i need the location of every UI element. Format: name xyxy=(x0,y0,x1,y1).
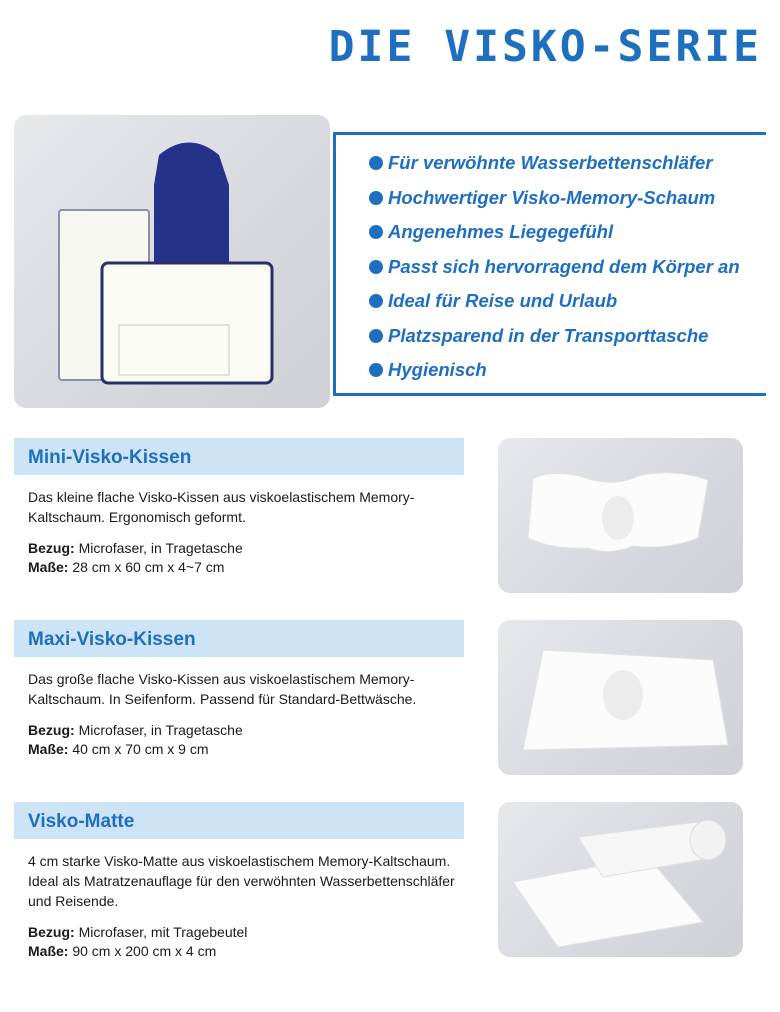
bullet-icon xyxy=(369,363,383,377)
bullet-icon xyxy=(369,156,383,170)
product-specs xyxy=(28,721,464,759)
bullet-icon xyxy=(369,225,383,239)
masse-label: Maße: xyxy=(28,741,69,757)
hero-product-photo xyxy=(14,115,330,408)
features-list xyxy=(336,135,766,391)
product-description: Das kleine flache Visko-Kissen aus viskoelastischem Memory-Kaltschaum. Ergonomisch geformt. xyxy=(28,489,415,525)
feature-item: Ideal für Reise und Urlaub xyxy=(372,287,766,322)
bullet-icon xyxy=(369,260,383,274)
masse-label: Maße: xyxy=(28,559,69,575)
bezug-value: Microfaser, in Tragetasche xyxy=(78,540,243,556)
feature-item: Hygienisch xyxy=(372,356,766,391)
bezug-label: Bezug: xyxy=(28,540,75,556)
product-heading: Visko-Matte xyxy=(14,802,464,839)
masse-value: 40 cm x 70 cm x 9 cm xyxy=(72,741,209,757)
product-section-visko-matte xyxy=(14,802,464,961)
product-specs xyxy=(28,539,464,577)
maxi-kissen-photo xyxy=(498,620,743,775)
product-specs xyxy=(28,923,464,961)
page-title: DIE VISKO-SERIE xyxy=(328,22,762,72)
product-description: 4 cm starke Visko-Matte aus viskoelastischem Memory-Kaltschaum. Ideal als Matratzenauflage für den verwöhnten Wasserbettenschläfer und Reisende. xyxy=(28,853,455,909)
product-section-mini-kissen xyxy=(14,438,464,577)
product-heading: Maxi-Visko-Kissen xyxy=(14,620,464,657)
masse-label: Maße: xyxy=(28,943,69,959)
bullet-icon xyxy=(369,329,383,343)
product-description: Das große flache Visko-Kissen aus viskoelastischem Memory-Kaltschaum. In Seifenform. Passend für Standard-Bettwäsche. xyxy=(28,671,417,707)
feature-item: Passt sich hervorragend dem Körper an xyxy=(372,253,766,288)
feature-item: Angenehmes Liegegefühl xyxy=(372,218,766,253)
visko-matte-photo xyxy=(498,802,743,957)
feature-item: Hochwertiger Visko-Memory-Schaum xyxy=(372,184,766,219)
feature-item: Für verwöhnte Wasserbettenschläfer xyxy=(372,149,766,184)
mini-kissen-photo xyxy=(498,438,743,593)
bezug-value: Microfaser, in Tragetasche xyxy=(78,722,243,738)
masse-value: 90 cm x 200 cm x 4 cm xyxy=(72,943,217,959)
bullet-icon xyxy=(369,191,383,205)
features-box xyxy=(333,132,766,396)
product-section-maxi-kissen xyxy=(14,620,464,759)
bullet-icon xyxy=(369,294,383,308)
product-heading: Mini-Visko-Kissen xyxy=(14,438,464,475)
masse-value: 28 cm x 60 cm x 4~7 cm xyxy=(72,559,225,575)
bezug-label: Bezug: xyxy=(28,924,75,940)
feature-item: Platzsparend in der Transporttasche xyxy=(372,322,766,357)
bezug-label: Bezug: xyxy=(28,722,75,738)
bezug-value: Microfaser, mit Tragebeutel xyxy=(78,924,248,940)
